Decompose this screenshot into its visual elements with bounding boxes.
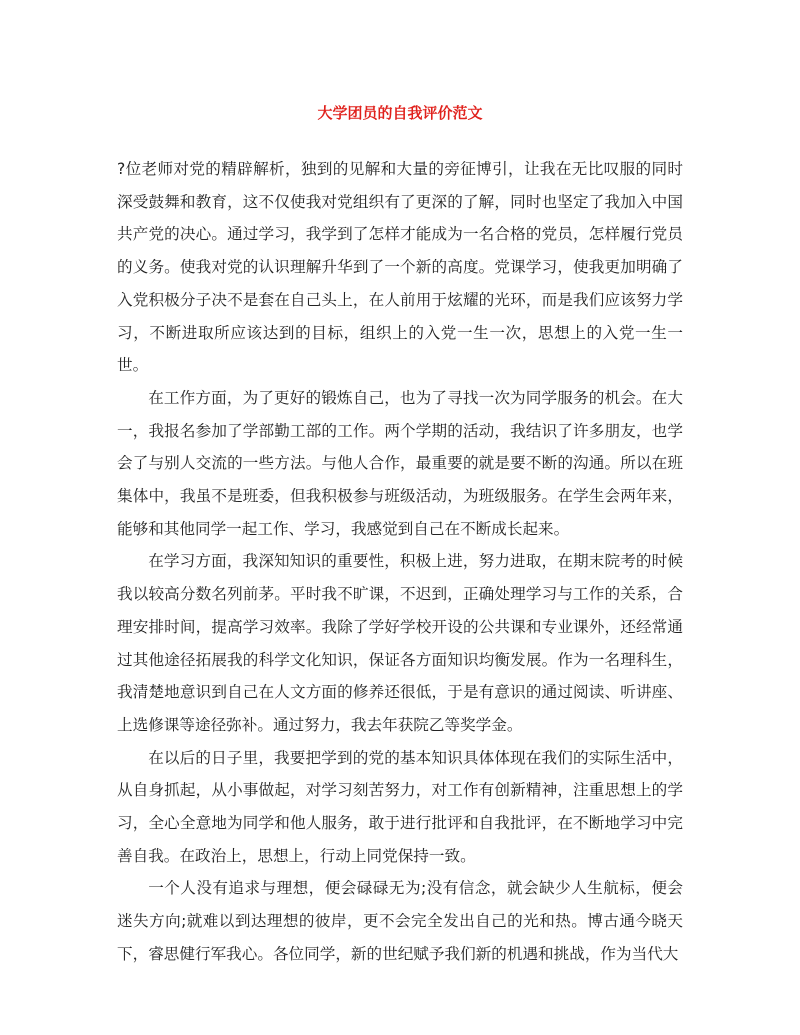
paragraph-1: ?位老师对党的精辟解析，独到的见解和大量的旁征博引，让我在无比叹服的同时深受鼓舞和教育，这不仅使我对党组织有了更深的了解，同时也坚定了我加入中国共产党的决心。通过学习，我学到了怎样才能成为一名合格的党员，怎样履行党员的义务。使我对党的认识理解升华到了一个新的高度。党课学习，使我更加明确了入党积极分子决不是套在自己头上，在人前用于炫耀的光环，而是我们应该努力学习，不断进取所应该达到的目标，组织上的入党一生一次，思想上的入党一生一世。 [117,160,683,375]
document-body [117,153,683,971]
paragraph-3: 在学习方面，我深知知识的重要性，积极上进，努力进取，在期末院考的时候我以较高分数名列前茅。平时我不旷课，不迟到，正确处理学习与工作的关系，合理安排时间，提高学习效率。我除了学好学校开设的公共课和专业课外，还经常通过其他途径拓展我的科学文化知识，保证各方面知识均衡发展。作为一名理科生，我清楚地意识到自己在人文方面的修养还很低，于是有意识的通过阅读、听讲座、上选修课等途径弥补。通过努力，我去年获院乙等奖学金。 [117,552,683,734]
paragraph-2: 在工作方面，为了更好的锻炼自己，也为了寻找一次为同学服务的机会。在大一，我报名参加了学部勤工部的工作。两个学期的活动，我结识了许多朋友，也学会了与别人交流的一些方法。与他人合作，最重要的就是要不断的沟通。所以在班集体中，我虽不是班委，但我积极参与班级活动，为班级服务。在学生会两年来，能够和其他同学一起工作、学习，我感觉到自己在不断成长起来。 [117,388,683,538]
paragraph-4: 在以后的日子里，我要把学到的党的基本知识具体体现在我们的实际生活中，从自身抓起，从小事做起，对学习刻苦努力，对工作有创新精神，注重思想上的学习，全心全意地为同学和他人服务，敢于进行批评和自我批评，在不断地学习中完善自我。在政治上，思想上，行动上同党保持一致。 [117,748,683,865]
paragraph-5: 一个人没有追求与理想，便会碌碌无为;没有信念，就会缺少人生航标，便会迷失方向;就难以到达理想的彼岸，更不会完全发出自己的光和热。博古通今晓天下，睿思健行军我心。各位同学，新的世纪赋予我们新的机遇和挑战，作为当代大 [117,879,683,963]
document-title: 大学团员的自我评价范文 [317,104,483,122]
